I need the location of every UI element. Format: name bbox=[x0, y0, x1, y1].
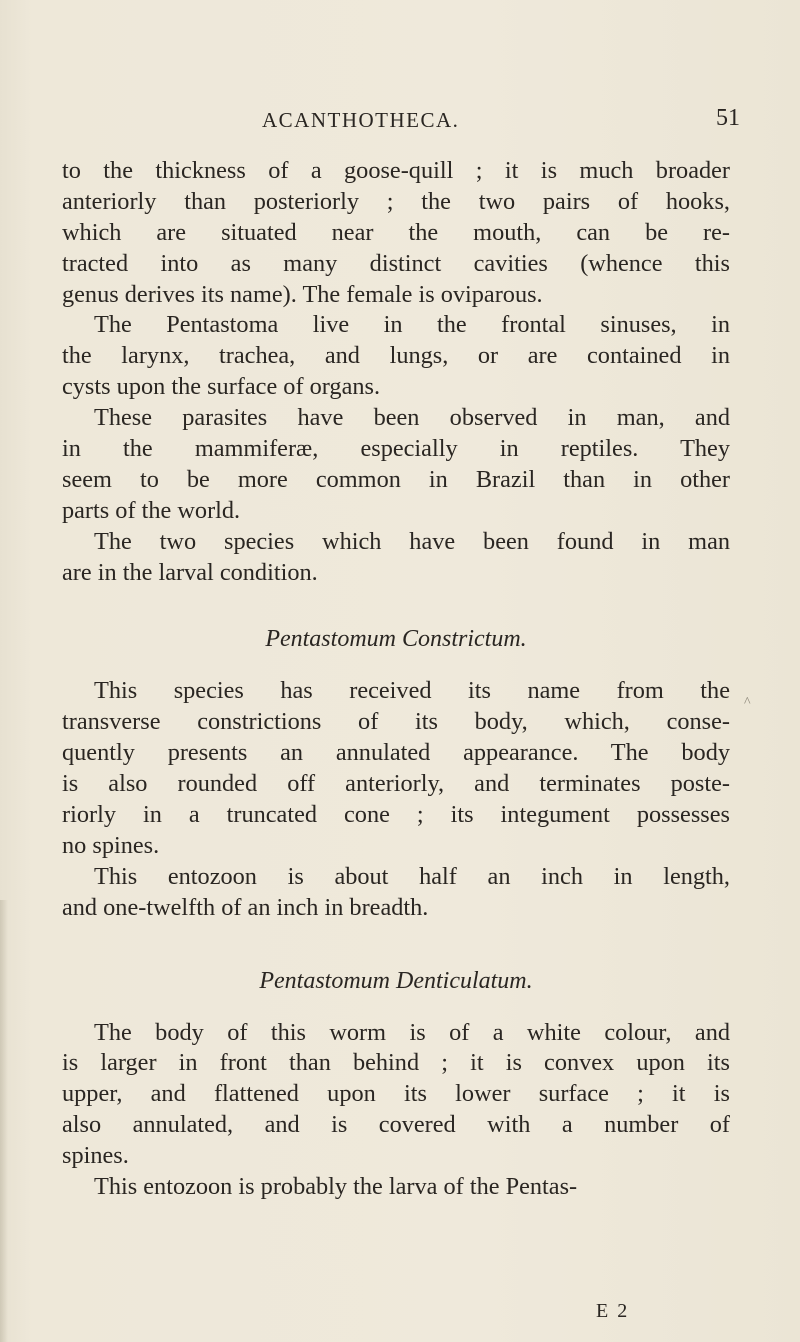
text-line: also annulated, and is covered with a number of bbox=[62, 1111, 730, 1139]
paragraph-start: The Pentastoma live in the frontal sinuses, in bbox=[94, 311, 730, 339]
spacer bbox=[62, 996, 730, 1018]
text-line: transverse constrictions of its body, which, conse- bbox=[62, 708, 730, 736]
paragraph-start: This species has received its name from the bbox=[94, 677, 730, 705]
section-heading-constrictum: Pentastomum Constrictum. bbox=[265, 626, 527, 653]
text-line: and one-twelfth of an inch in breadth. bbox=[62, 893, 429, 921]
paragraph-start: The two species which have been found in man bbox=[94, 527, 730, 555]
paragraph-start: This entozoon is about half an inch in length, bbox=[94, 862, 730, 890]
text-line: quently presents an annulated appearance. The body bbox=[62, 739, 730, 767]
text-line: in the mammiferæ, especially in reptiles. They bbox=[62, 435, 730, 463]
body-text bbox=[62, 156, 730, 1203]
page-number: 51 bbox=[716, 105, 740, 131]
paragraph-start: These parasites have been observed in man, and bbox=[94, 404, 730, 432]
text-line: is larger in front than behind ; it is convex upon its bbox=[62, 1049, 730, 1077]
paragraph-start: This entozoon is probably the larva of the Pentas- bbox=[94, 1173, 578, 1201]
text-line: anteriorly than posteriorly ; the two pairs of hooks, bbox=[62, 187, 730, 215]
text-line: genus derives its name). The female is oviparous. bbox=[62, 280, 543, 308]
text-line: which are situated near the mouth, can be re- bbox=[62, 218, 730, 246]
running-head: ACANTHOTHECA. bbox=[262, 108, 460, 132]
page-header bbox=[0, 105, 800, 138]
text-line: spines. bbox=[62, 1142, 129, 1170]
text-line: is also rounded off anteriorly, and terminates poste- bbox=[62, 770, 730, 798]
section-heading-denticulatum: Pentastomum Denticulatum. bbox=[259, 967, 533, 994]
text-line: the larynx, trachea, and lungs, or are contained in bbox=[62, 342, 730, 370]
page-edge-shadow bbox=[0, 900, 8, 1342]
text-line: no spines. bbox=[62, 831, 160, 859]
text-line: tracted into as many distinct cavities (whence this bbox=[62, 249, 730, 277]
text-line: seem to be more common in Brazil than in other bbox=[62, 465, 730, 493]
text-line: cysts upon the surface of organs. bbox=[62, 373, 381, 401]
text-line: parts of the world. bbox=[62, 496, 241, 524]
text-line: to the thickness of a goose-quill ; it is much broader bbox=[62, 157, 730, 184]
spacer bbox=[62, 654, 730, 676]
margin-mark: ^ bbox=[744, 695, 751, 710]
spacer bbox=[62, 924, 730, 966]
text-line: riorly in a truncated cone ; its integument possesses bbox=[62, 801, 730, 829]
text-line: are in the larval condition. bbox=[62, 558, 318, 586]
paragraph-start: The body of this worm is of a white colour, and bbox=[94, 1018, 730, 1046]
signature-mark: E 2 bbox=[596, 1300, 630, 1322]
text-line: upper, and flattened upon its lower surface ; it is bbox=[62, 1080, 730, 1108]
spacer bbox=[62, 588, 730, 624]
